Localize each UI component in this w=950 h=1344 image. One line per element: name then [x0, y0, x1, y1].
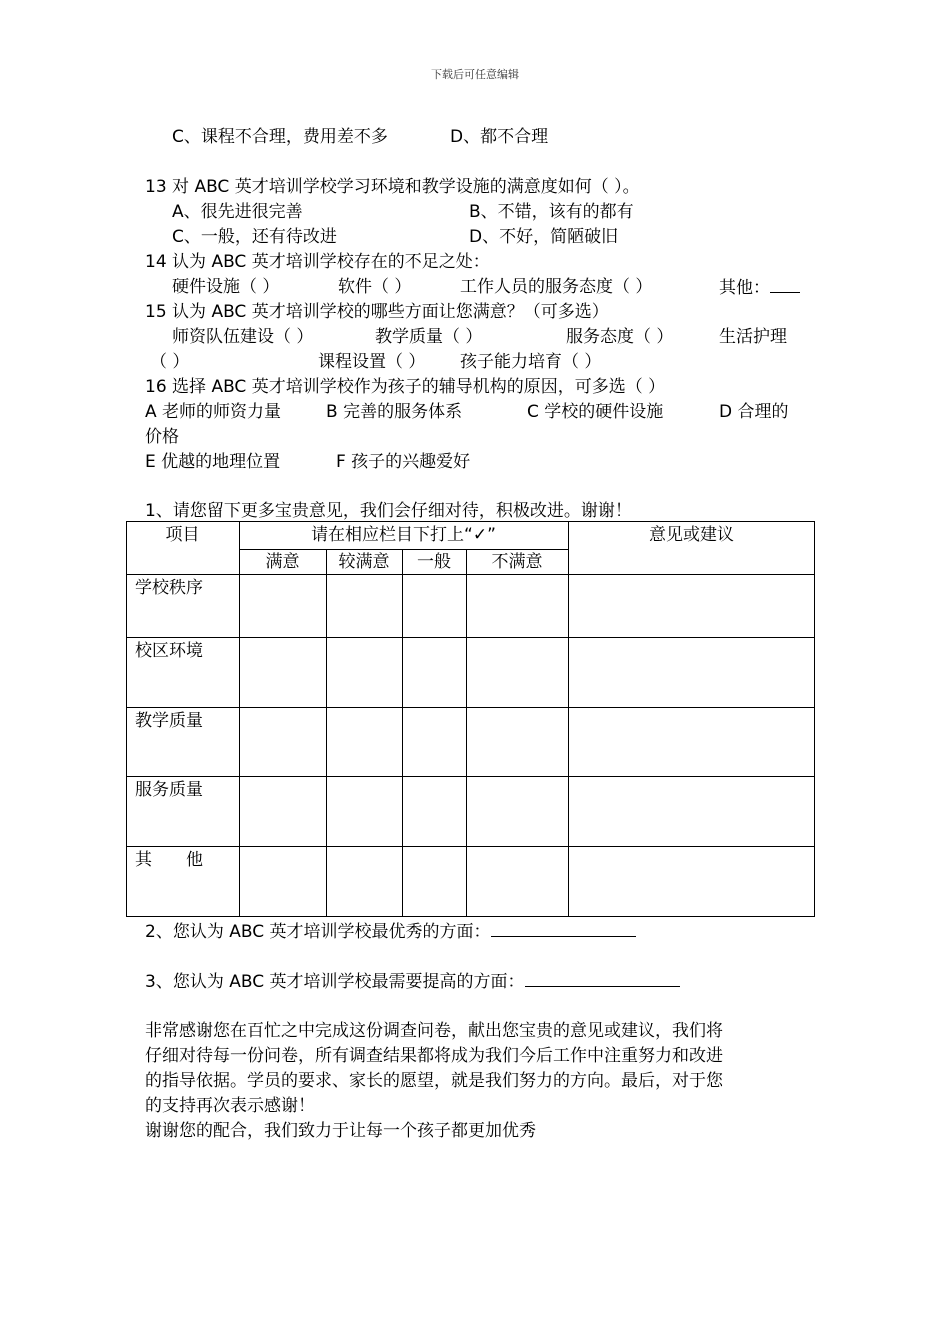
- q13-option-a: A、很先进很完善: [172, 202, 303, 222]
- q16-option-a: A 老师的师资力量: [145, 402, 282, 422]
- q14-staff: 工作人员的服务态度（ ）: [460, 277, 653, 297]
- q12-option-d: D、都不合理: [450, 127, 549, 147]
- q15-teachers: 师资队伍建设（ ）: [172, 327, 314, 347]
- q15-care-paren: （ ）: [150, 352, 190, 372]
- row-label-teaching-quality: 教学质量: [135, 711, 203, 731]
- q13-option-c: C、一般，还有待改进: [172, 227, 337, 247]
- q14-hardware: 硬件设施（ ）: [172, 277, 280, 297]
- header-check-instruction: 请在相应栏目下打上“✓”: [311, 525, 496, 545]
- row-label-service-quality: 服务质量: [135, 780, 203, 800]
- q13-option-b: B、不错，该有的都有: [469, 202, 634, 222]
- q16-question: 16 选择 ABC 英才培训学校作为孩子的辅导机构的原因，可多选（ ）: [145, 377, 666, 397]
- closing-line-4: 的支持再次表示感谢！: [145, 1096, 315, 1116]
- page-header: 下载后可任意编辑: [431, 68, 519, 81]
- closing-line-5: 谢谢您的配合，我们致力于让每一个孩子都更加优秀: [145, 1121, 536, 1141]
- closing-line-1: 非常感谢您在百忙之中完成这份调查问卷，献出您宝贵的意见或建议，我们将: [145, 1021, 723, 1041]
- q13-option-d: D、不好，简陋破旧: [469, 227, 619, 247]
- section3: [145, 970, 680, 993]
- q13-question: 13 对 ABC 英才培训学校学习环境和教学设施的满意度如何（ ）。: [145, 177, 640, 197]
- closing-line-3: 的指导依据。学员的要求、家长的愿望，就是我们努力的方向。最后，对于您: [145, 1071, 723, 1091]
- subheader-satisfied: 满意: [265, 552, 300, 572]
- q14-other: [719, 276, 800, 299]
- section2: [145, 920, 636, 943]
- q14-other-label: 其他：: [719, 278, 770, 298]
- q15-ability: 孩子能力培育（ ）: [460, 352, 602, 372]
- row-label-campus-environment: 校区环境: [135, 641, 203, 661]
- q16-option-d-cont: 价格: [145, 427, 179, 447]
- section2-blank[interactable]: [491, 920, 636, 937]
- section3-blank[interactable]: [525, 970, 680, 987]
- section1-title: 1、请您留下更多宝贵意见，我们会仔细对待，积极改进。谢谢！: [145, 501, 632, 521]
- q14-question: 14 认为 ABC 英才培训学校存在的不足之处：: [145, 252, 490, 272]
- q15-care: 生活护理: [719, 327, 787, 347]
- survey-table: [126, 521, 815, 917]
- section3-label: 3、您认为 ABC 英才培训学校最需要提高的方面：: [145, 972, 525, 992]
- q16-option-d: D 合理的: [719, 402, 789, 422]
- closing-line-2: 仔细对待每一份问卷，所有调查结果都将成为我们今后工作中注重努力和改进: [145, 1046, 723, 1066]
- row-label-other: 其 他: [135, 850, 203, 870]
- q12-option-c: C、课程不合理，费用差不多: [172, 127, 388, 147]
- q16-option-c: C 学校的硬件设施: [527, 402, 664, 422]
- q15-question: 15 认为 ABC 英才培训学校的哪些方面让您满意？（可多选）: [145, 302, 609, 322]
- row-label-school-order: 学校秩序: [135, 578, 203, 598]
- header-item: 项目: [165, 525, 200, 545]
- q16-option-b: B 完善的服务体系: [326, 402, 463, 422]
- subheader-average: 一般: [417, 552, 451, 572]
- q16-option-f: F 孩子的兴趣爱好: [336, 452, 471, 472]
- q14-other-blank[interactable]: [770, 276, 800, 293]
- q16-option-e: E 优越的地理位置: [145, 452, 281, 472]
- q15-teaching: 教学质量（ ）: [375, 327, 483, 347]
- subheader-unsatisfied: 不满意: [491, 552, 543, 572]
- q15-service: 服务态度（ ）: [566, 327, 674, 347]
- subheader-fairly-satisfied: 较满意: [338, 552, 390, 572]
- q14-software: 软件（ ）: [338, 277, 412, 297]
- section2-label: 2、您认为 ABC 英才培训学校最优秀的方面：: [145, 922, 491, 942]
- q15-courses: 课程设置（ ）: [318, 352, 426, 372]
- header-suggestion: 意见或建议: [649, 525, 734, 545]
